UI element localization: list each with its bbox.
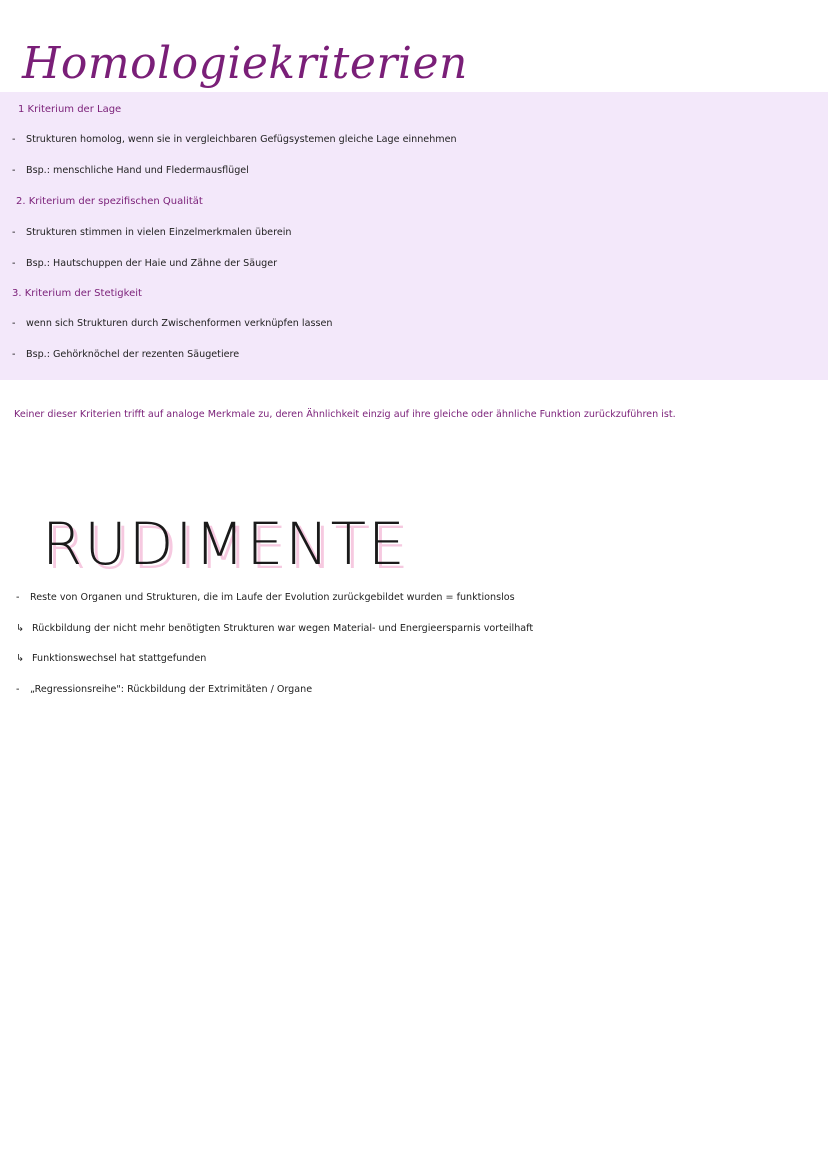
dash-bullet: - bbox=[12, 227, 16, 238]
rudimente-line-4 bbox=[16, 684, 312, 695]
criterion-1-line-1 bbox=[12, 134, 457, 145]
dash-bullet: - bbox=[12, 349, 16, 360]
criterion-2-text-1: Strukturen stimmen in vielen Einzelmerkmalen überein bbox=[26, 227, 292, 238]
page-title: Homologiekriterien bbox=[22, 38, 468, 89]
dash-bullet: - bbox=[12, 165, 16, 176]
analogy-note: Keiner dieser Kriterien trifft auf analoge Merkmale zu, deren Ähnlichkeit einzig auf ihre gleiche oder ähnliche Funktion zurückzuführen ist. bbox=[14, 409, 676, 420]
return-arrow-icon: ↳ bbox=[16, 653, 25, 664]
criterion-1-heading: 1 Kriterium der Lage bbox=[18, 104, 122, 115]
criterion-1-line-2 bbox=[12, 165, 249, 176]
criterion-2-heading: 2. Kriterium der spezifischen Qualität bbox=[16, 196, 203, 207]
rudimente-line-1 bbox=[16, 592, 515, 603]
rudimente-text-3: Funktionswechsel hat stattgefunden bbox=[32, 653, 207, 664]
rudimente-title: RUDIMENTE bbox=[42, 510, 407, 578]
dash-bullet: - bbox=[12, 318, 16, 329]
criterion-1-text-1: Strukturen homolog, wenn sie in vergleichbaren Gefügsystemen gleiche Lage einnehmen bbox=[26, 134, 457, 145]
dash-bullet: - bbox=[12, 134, 16, 145]
return-arrow-icon: ↳ bbox=[16, 623, 25, 634]
dash-bullet: - bbox=[16, 592, 20, 603]
criterion-3-line-2 bbox=[12, 349, 239, 360]
criterion-2-line-2 bbox=[12, 258, 277, 269]
rudimente-line-3 bbox=[16, 653, 206, 664]
rudimente-text-1: Reste von Organen und Strukturen, die im Laufe der Evolution zurückgebildet wurden = funktionslos bbox=[30, 592, 515, 603]
criterion-3-heading: 3. Kriterium der Stetigkeit bbox=[12, 288, 142, 299]
rudimente-line-2 bbox=[16, 623, 533, 634]
dash-bullet: - bbox=[12, 258, 16, 269]
dash-bullet: - bbox=[16, 684, 20, 695]
criterion-2-text-2: Bsp.: Hautschuppen der Haie und Zähne der Säuger bbox=[26, 258, 278, 269]
criterion-2-line-1 bbox=[12, 227, 291, 238]
rudimente-text-2: Rückbildung der nicht mehr benötigten Strukturen war wegen Material- und Energieersparnis vorteilhaft bbox=[32, 623, 534, 634]
criterion-3-text-1: wenn sich Strukturen durch Zwischenformen verknüpfen lassen bbox=[26, 318, 333, 329]
criterion-3-line-1 bbox=[12, 318, 332, 329]
rudimente-text-4: „Regressionsreihe": Rückbildung der Extrimitäten / Organe bbox=[30, 684, 313, 695]
criterion-3-text-2: Bsp.: Gehörknöchel der rezenten Säugetiere bbox=[26, 349, 240, 360]
criterion-1-text-2: Bsp.: menschliche Hand und Fledermausflügel bbox=[26, 165, 249, 176]
